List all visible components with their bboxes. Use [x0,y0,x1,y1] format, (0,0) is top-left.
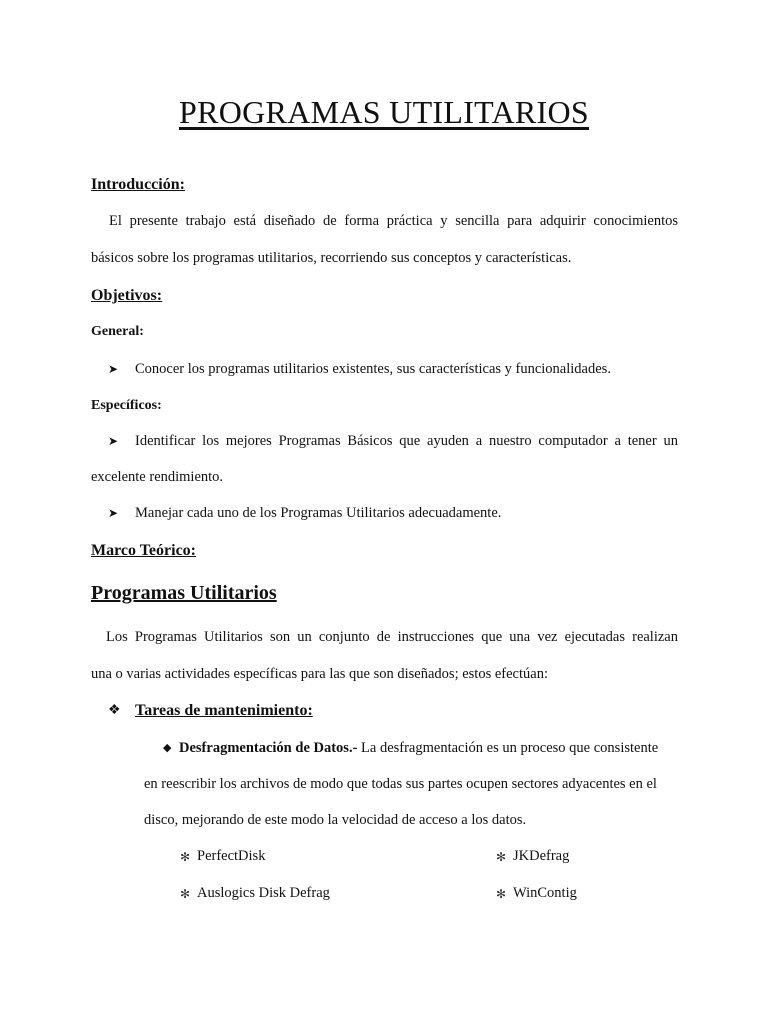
asterisk-bullet-icon: ✻ [180,850,191,864]
programas-utilitarios-heading: Programas Utilitarios [91,582,277,604]
especificos-item-1-line-1: Identificar los mejores Programas Básicos que ayuden a nuestro computador a tener un [135,433,678,449]
especificos-heading: Específicos: [91,398,162,413]
page-title: PROGRAMAS UTILITARIOS [179,94,589,130]
tool-item: Auslogics Disk Defrag [197,885,330,901]
defrag-line-3: disco, mejorando de este modo la velocidad de acceso a los datos. [144,812,527,828]
asterisk-bullet-icon: ✻ [496,850,507,864]
defrag-line-1 [179,738,658,758]
marco-heading: Marco Teórico: [91,542,197,559]
tareas-heading: Tareas de mantenimiento: [135,702,313,719]
marco-line-2: una o varias actividades específicas para las que son diseñados; estos efectúan: [91,666,548,682]
defrag-line-2: en reescribir los archivos de modo que todas sus partes ocupen sectores adyacentes en el [144,776,657,792]
general-heading: General: [91,324,144,339]
especificos-item-2: Manejar cada uno de los Programas Utilitarios adecuadamente. [135,505,502,521]
four-diamond-bullet-icon: ❖ [108,703,121,718]
arrowhead-bullet-icon: ➤ [108,362,119,376]
tool-item: WinContig [513,885,577,901]
asterisk-bullet-icon: ✻ [180,887,191,901]
general-item-1: Conocer los programas utilitarios existentes, sus características y funcionalidades. [135,361,611,377]
marco-line-1: Los Programas Utilitarios son un conjunto de instrucciones que una vez ejecutadas realizan [106,629,678,645]
defrag-label: Desfragmentación de Datos.- [179,740,358,756]
intro-line-2: básicos sobre los programas utilitarios, recorriendo sus conceptos y características. [91,250,572,266]
objetivos-heading: Objetivos: [91,287,163,304]
diamond-bullet-icon: ◆ [163,742,172,754]
intro-heading: Introducción: [91,176,185,193]
especificos-item-1-line-2: excelente rendimiento. [91,469,224,485]
asterisk-bullet-icon: ✻ [496,887,507,901]
tool-item: JKDefrag [513,848,570,864]
arrowhead-bullet-icon: ➤ [108,434,119,448]
intro-line-1: El presente trabajo está diseñado de forma práctica y sencilla para adquirir conocimientos [109,213,678,229]
defrag-line-1-text: La desfragmentación es un proceso que consistente [357,740,659,756]
tool-item: PerfectDisk [197,848,266,864]
arrowhead-bullet-icon: ➤ [108,506,119,520]
